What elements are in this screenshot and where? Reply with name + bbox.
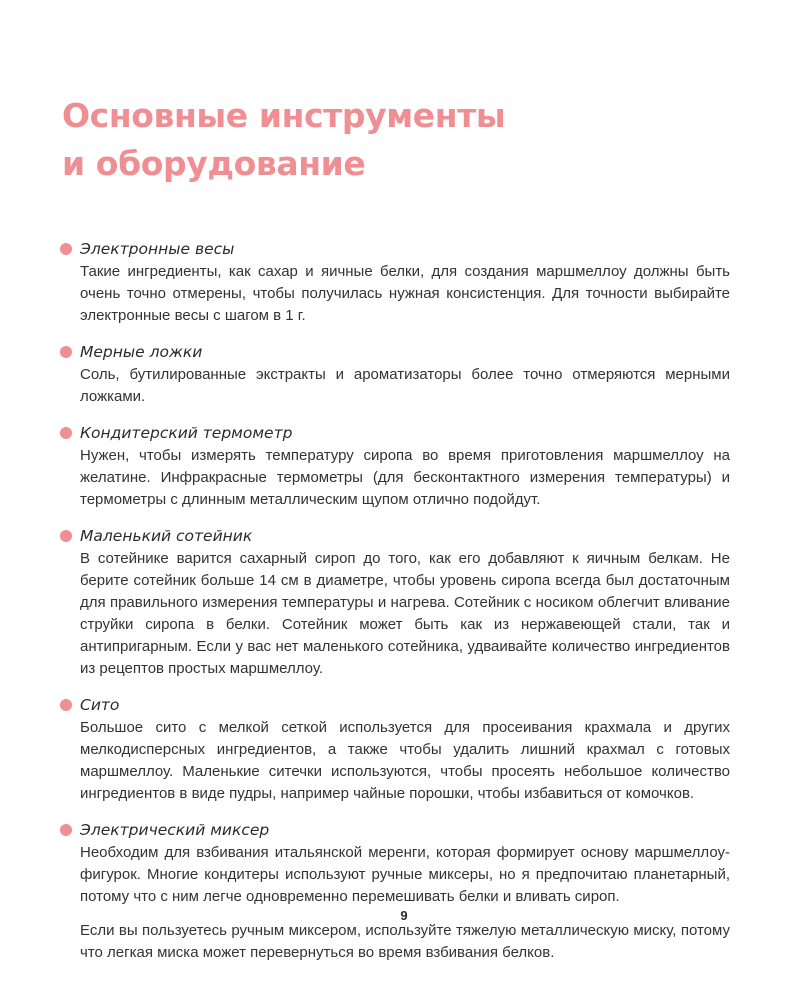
- bullet-dot-icon: [60, 346, 72, 358]
- item-description: [80, 842, 730, 964]
- item-title: Кондитерский термометр: [80, 424, 293, 442]
- paragraph: Необходим для взбивания итальянской меренги, которая формирует основу маршмеллоу-фигурок. Многие кондитеры используют ручные миксеры, но я предпочитаю планетарный, потому что с ним легче одновременно перемешивать белки и вливать сироп.: [80, 844, 730, 905]
- paragraph: Нужен, чтобы измерять температуру сиропа во время приготовления маршмеллоу на желатине. Инфракрасные термометры (для бесконтактного измерения температуры) и термометры с длинным металлическим щупом отлично подойдут.: [80, 447, 730, 508]
- list-item-measuring-spoons: [60, 340, 730, 408]
- paragraph: Если вы пользуетесь ручным миксером, используйте тяжелую металлическую миску, потому что легкая миска может перевернуться во время взбивания белков.: [80, 922, 730, 961]
- item-description: [80, 364, 730, 408]
- item-title: Сито: [80, 696, 120, 714]
- equipment-list: [60, 237, 730, 977]
- paragraph: В сотейнике варится сахарный сироп до того, как его добавляют к яичным белкам. Не берите сотейник больше 14 см в диаметре, чтобы уровень сиропа всегда был достаточным для правильного измерения температуры и нагрева. Сотейник с носиком облегчит вливание струйки сиропа в белки. Сотейник может быть как из нержавеющей стали, так и антипригарным. Если у вас нет маленького сотейника, удваивайте количество ингредиентов из рецептов простых маршмеллоу.: [80, 550, 730, 677]
- item-description: [80, 261, 730, 327]
- item-title: Мерные ложки: [80, 343, 203, 361]
- paragraph: Большое сито с мелкой сеткой используется для просеивания крахмала и других мелкодисперсных ингредиентов, а также чтобы удалить лишний крахмал с готовых маршмеллоу. Маленькие ситечки используются, чтобы просеять небольшое количество ингредиентов в виде пудры, например чайные порошки, чтобы избавиться от комочков.: [80, 719, 730, 802]
- item-title: Маленький сотейник: [80, 527, 253, 545]
- item-title: Электрический миксер: [80, 821, 270, 839]
- list-item-small-saucepan: [60, 524, 730, 680]
- item-description: [80, 717, 730, 805]
- page-title: [62, 92, 505, 188]
- bullet-dot-icon: [60, 530, 72, 542]
- item-description: [80, 445, 730, 511]
- page-title-line-1: Основные инструменты: [62, 96, 506, 135]
- bullet-dot-icon: [60, 243, 72, 255]
- item-description: [80, 548, 730, 680]
- page-title-line-2: и оборудование: [62, 144, 366, 183]
- bullet-dot-icon: [60, 824, 72, 836]
- bullet-dot-icon: [60, 427, 72, 439]
- list-item-electric-mixer: [60, 818, 730, 964]
- item-title: Электронные весы: [80, 240, 235, 258]
- paragraph: Такие ингредиенты, как сахар и яичные белки, для создания маршмеллоу должны быть очень точно отмерены, чтобы получилась нужная консистенция. Для точности выбирайте электронные весы с шагом в 1 г.: [80, 263, 730, 324]
- list-item-candy-thermometer: [60, 421, 730, 511]
- page-number: 9: [400, 908, 408, 923]
- list-item-sieve: [60, 693, 730, 805]
- paragraph: Соль, бутилированные экстракты и ароматизаторы более точно отмеряются мерными ложками.: [80, 366, 730, 405]
- bullet-dot-icon: [60, 699, 72, 711]
- list-item-electronic-scales: [60, 237, 730, 327]
